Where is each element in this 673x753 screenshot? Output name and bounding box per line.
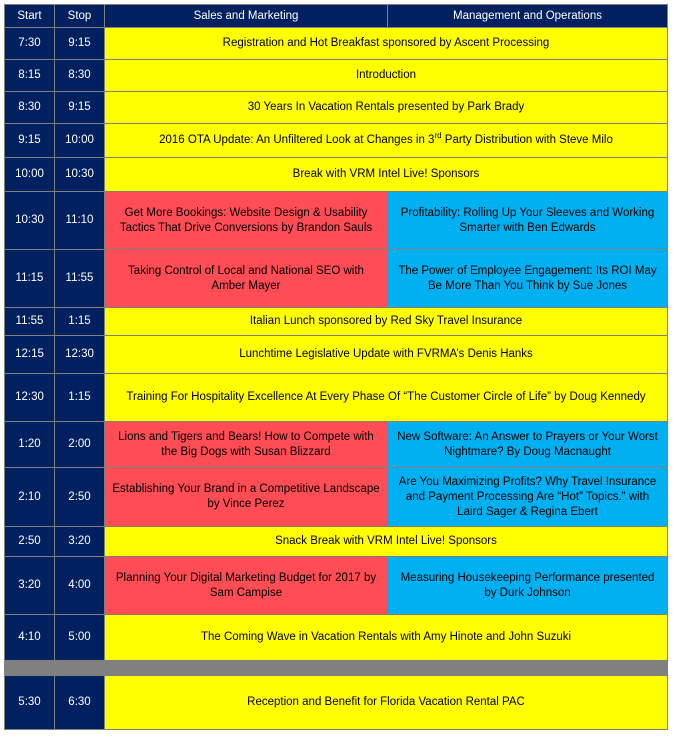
start-time: 2:10 <box>5 468 55 527</box>
plenary-session <box>105 124 668 158</box>
management-operations-session: Are You Maximizing Profits? Why Travel Insurance and Payment Processing Are “Hot” Topics.” with Laird Sager & Regina Ebert <box>388 468 668 527</box>
schedule-row <box>5 250 668 308</box>
sales-marketing-session: Planning Your Digital Marketing Budget for 2017 by Sam Campise <box>105 557 388 615</box>
stop-time: 12:30 <box>55 336 105 374</box>
stop-time: 11:55 <box>55 250 105 308</box>
stop-time: 9:15 <box>55 28 105 60</box>
schedule-row <box>5 676 668 730</box>
start-time: 12:15 <box>5 336 55 374</box>
plenary-session: Reception and Benefit for Florida Vacation Rental PAC <box>105 676 668 730</box>
schedule-row <box>5 92 668 124</box>
sales-marketing-session: Taking Control of Local and National SEO with Amber Mayer <box>105 250 388 308</box>
sales-marketing-session: Get More Bookings: Website Design & Usability Tactics That Drive Conversions by Brandon Sauls <box>105 192 388 250</box>
plenary-session: Lunchtime Legislative Update with FVRMA’s Denis Hanks <box>105 336 668 374</box>
schedule-row <box>5 468 668 527</box>
superscript-ordinal: rd <box>434 131 442 141</box>
schedule-row <box>5 158 668 192</box>
session-title-part: 2016 OTA Update: An Unfiltered Look at Changes in 3 <box>159 134 435 146</box>
schedule-row <box>5 124 668 158</box>
header-sales-marketing: Sales and Marketing <box>105 5 388 28</box>
plenary-session: Italian Lunch sponsored by Red Sky Travel Insurance <box>105 308 668 336</box>
plenary-session: Introduction <box>105 60 668 92</box>
plenary-session: Registration and Hot Breakfast sponsored by Ascent Processing <box>105 28 668 60</box>
schedule-row <box>5 60 668 92</box>
stop-time: 10:00 <box>55 124 105 158</box>
plenary-session: The Coming Wave in Vacation Rentals with Amy Hinote and John Suzuki <box>105 615 668 661</box>
stop-time: 2:00 <box>55 422 105 468</box>
plenary-session: Training For Hospitality Excellence At Every Phase Of “The Customer Circle of Life” by Doug Kennedy <box>105 374 668 422</box>
start-time: 12:30 <box>5 374 55 422</box>
stop-time: 2:50 <box>55 468 105 527</box>
stop-time: 10:30 <box>55 158 105 192</box>
stop-time: 1:15 <box>55 374 105 422</box>
schedule-row <box>5 422 668 468</box>
start-time: 10:30 <box>5 192 55 250</box>
start-time: 11:55 <box>5 308 55 336</box>
stop-time: 1:15 <box>55 308 105 336</box>
start-time: 2:50 <box>5 527 55 557</box>
stop-time: 9:15 <box>55 92 105 124</box>
stop-time: 4:00 <box>55 557 105 615</box>
start-time: 9:15 <box>5 124 55 158</box>
management-operations-session: Profitability: Rolling Up Your Sleeves and Working Smarter with Ben Edwards <box>388 192 668 250</box>
plenary-session: Snack Break with VRM Intel Live! Sponsors <box>105 527 668 557</box>
header-stop: Stop <box>55 5 105 28</box>
schedule-row <box>5 192 668 250</box>
header-management-operations: Management and Operations <box>388 5 668 28</box>
header-start: Start <box>5 5 55 28</box>
plenary-session: 30 Years In Vacation Rentals presented by Park Brady <box>105 92 668 124</box>
stop-time: 8:30 <box>55 60 105 92</box>
start-time: 7:30 <box>5 28 55 60</box>
schedule-row <box>5 28 668 60</box>
schedule-row <box>5 308 668 336</box>
schedule-table <box>4 4 668 730</box>
schedule-row <box>5 557 668 615</box>
start-time: 3:20 <box>5 557 55 615</box>
start-time: 4:10 <box>5 615 55 661</box>
stop-time: 5:00 <box>55 615 105 661</box>
schedule-row <box>5 336 668 374</box>
stop-time: 11:10 <box>55 192 105 250</box>
schedule-row <box>5 527 668 557</box>
start-time: 5:30 <box>5 676 55 730</box>
session-title-part: Party Distribution with Steve Milo <box>441 134 613 146</box>
sales-marketing-session: Lions and Tigers and Bears! How to Compete with the Big Dogs with Susan Blizzard <box>105 422 388 468</box>
start-time: 10:00 <box>5 158 55 192</box>
management-operations-session: The Power of Employee Engagement: Its ROI May Be More Than You Think by Sue Jones <box>388 250 668 308</box>
start-time: 11:15 <box>5 250 55 308</box>
start-time: 8:30 <box>5 92 55 124</box>
separator-bar <box>5 661 668 676</box>
stop-time: 6:30 <box>55 676 105 730</box>
start-time: 1:20 <box>5 422 55 468</box>
separator-row <box>5 661 668 676</box>
sales-marketing-session: Establishing Your Brand in a Competitive Landscape by Vince Perez <box>105 468 388 527</box>
management-operations-session: New Software: An Answer to Prayers or Your Worst Nightmare? By Doug Macnaught <box>388 422 668 468</box>
header-row <box>5 5 668 28</box>
start-time: 8:15 <box>5 60 55 92</box>
stop-time: 3:20 <box>55 527 105 557</box>
schedule-row <box>5 374 668 422</box>
schedule-row <box>5 615 668 661</box>
management-operations-session: Measuring Housekeeping Performance presented by Durk Johnson <box>388 557 668 615</box>
plenary-session: Break with VRM Intel Live! Sponsors <box>105 158 668 192</box>
